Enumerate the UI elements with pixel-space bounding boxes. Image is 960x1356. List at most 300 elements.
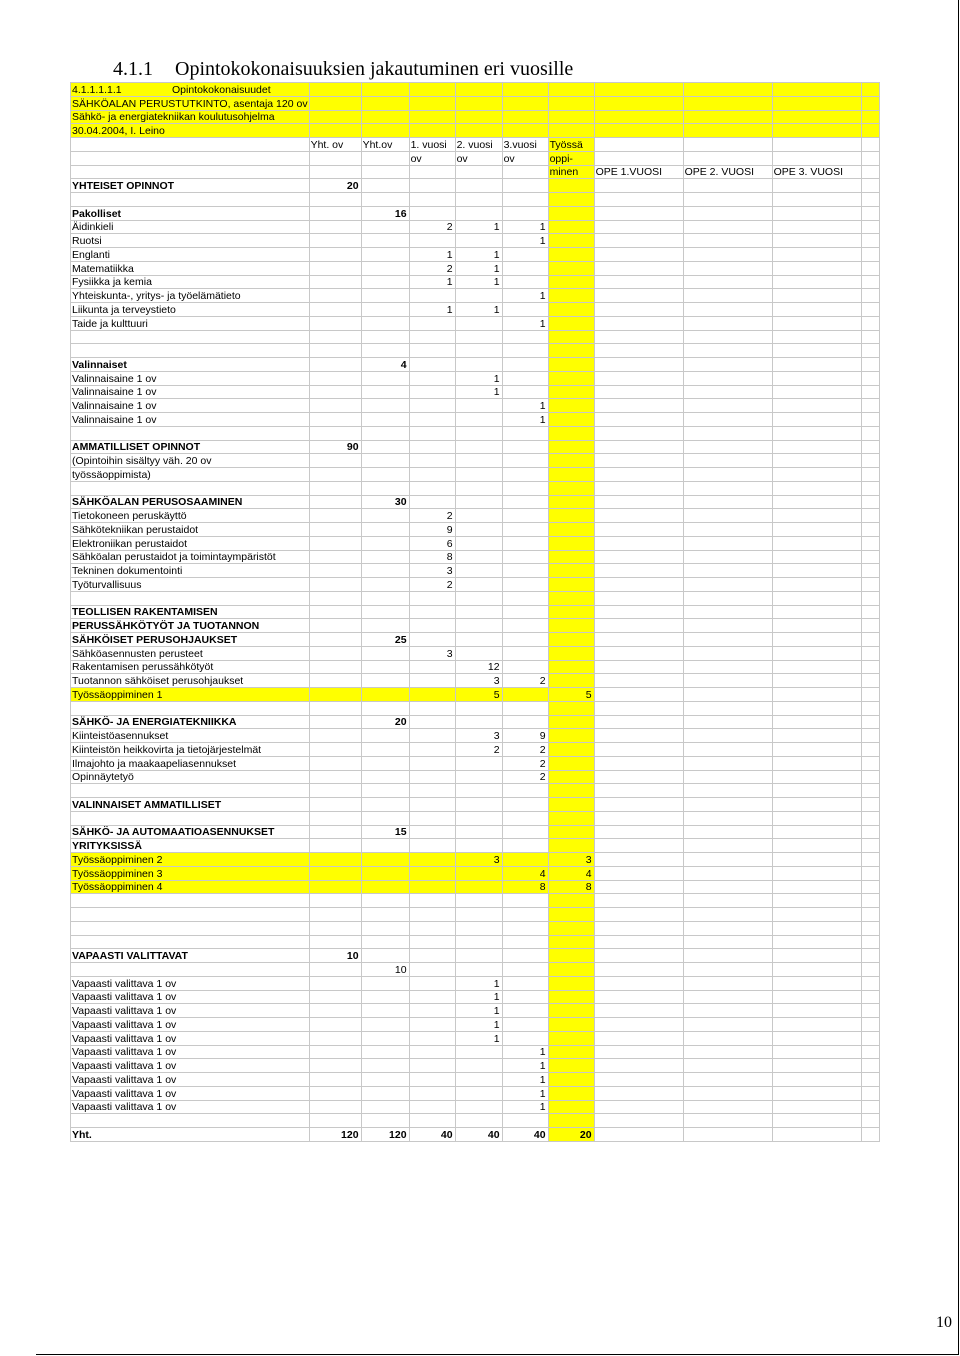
table-cell: [594, 248, 683, 262]
row-label: [71, 894, 310, 908]
row-label: [71, 908, 310, 922]
table-cell: [683, 756, 772, 770]
row-label: [71, 591, 310, 605]
table-cell: [861, 303, 879, 317]
table-cell: [502, 481, 548, 495]
table-cell: [309, 990, 361, 1004]
table-cell: [772, 866, 861, 880]
table-cell: [361, 674, 409, 688]
row-label: Tekninen dokumentointi: [71, 564, 310, 578]
table-cell: [309, 1031, 361, 1045]
table-cell: [594, 316, 683, 330]
table-cell: 1: [455, 275, 502, 289]
table-cell: [455, 413, 502, 427]
table-cell: [594, 193, 683, 207]
table-cell: [594, 949, 683, 963]
table-row: [71, 1100, 880, 1114]
table-cell: [502, 811, 548, 825]
table-cell: [361, 578, 409, 592]
table-cell: [594, 1045, 683, 1059]
table-row: [71, 784, 880, 798]
table-cell: [548, 1059, 594, 1073]
table-cell: [361, 976, 409, 990]
table-cell: [594, 633, 683, 647]
table-cell: [594, 289, 683, 303]
table-row: [71, 660, 880, 674]
table-cell: [683, 1073, 772, 1087]
table-cell: [683, 206, 772, 220]
table-cell: 3: [548, 853, 594, 867]
row-label: [71, 701, 310, 715]
table-cell: [309, 523, 361, 537]
table-cell: [594, 1018, 683, 1032]
table-cell: [861, 468, 879, 482]
table-cell: [683, 688, 772, 702]
table-cell: [548, 110, 594, 124]
table-cell: [861, 151, 879, 165]
row-label: TEOLLISEN RAKENTAMISEN: [71, 605, 310, 619]
table-cell: [594, 523, 683, 537]
row-label: Opinnäytetyö: [71, 770, 310, 784]
table-cell: [683, 454, 772, 468]
table-row: [71, 261, 880, 275]
table-cell: [683, 935, 772, 949]
table-cell: [548, 261, 594, 275]
table-cell: [548, 674, 594, 688]
table-cell: [772, 371, 861, 385]
table-cell: [309, 289, 361, 303]
table-cell: [772, 1031, 861, 1045]
table-cell: 6: [409, 536, 455, 550]
table-cell: [772, 784, 861, 798]
row-label: Kiinteistön heikkovirta ja tietojärjestelmät: [71, 743, 310, 757]
table-cell: [309, 1004, 361, 1018]
table-row: [71, 1018, 880, 1032]
table-row: [71, 949, 880, 963]
table-cell: [861, 770, 879, 784]
table-cell: [502, 358, 548, 372]
table-cell: [772, 234, 861, 248]
table-cell: [772, 853, 861, 867]
table-cell: [548, 468, 594, 482]
table-cell: [683, 1114, 772, 1128]
table-cell: [548, 83, 594, 97]
table-cell: [548, 523, 594, 537]
table-cell: [772, 358, 861, 372]
table-cell: [502, 550, 548, 564]
table-cell: [772, 509, 861, 523]
table-cell: 5: [548, 688, 594, 702]
table-cell: [683, 880, 772, 894]
table-cell: [361, 880, 409, 894]
table-cell: [361, 261, 409, 275]
table-cell: [409, 344, 455, 358]
table-cell: [361, 248, 409, 262]
table-cell: [772, 220, 861, 234]
table-cell: [455, 536, 502, 550]
row-label: [71, 963, 310, 977]
table-cell: [683, 385, 772, 399]
table-cell: [361, 990, 409, 1004]
study-plan-table: [70, 82, 880, 1142]
table-cell: [594, 935, 683, 949]
table-cell: [455, 935, 502, 949]
table-cell: [409, 743, 455, 757]
table-cell: [548, 715, 594, 729]
table-cell: [594, 1114, 683, 1128]
table-cell: 1: [455, 371, 502, 385]
table-cell: [309, 454, 361, 468]
table-cell: [502, 715, 548, 729]
table-cell: [455, 949, 502, 963]
table-cell: [548, 1004, 594, 1018]
table-cell: [594, 963, 683, 977]
table-cell: [548, 124, 594, 138]
table-cell: [594, 110, 683, 124]
table-cell: [772, 193, 861, 207]
table-cell: [361, 550, 409, 564]
table-cell: [309, 165, 361, 179]
table-cell: [683, 976, 772, 990]
table-cell: [683, 220, 772, 234]
table-cell: [772, 578, 861, 592]
row-label: Työturvallisuus: [71, 578, 310, 592]
table-cell: [548, 811, 594, 825]
table-cell: [309, 646, 361, 660]
table-cell: [409, 316, 455, 330]
table-cell: [594, 1100, 683, 1114]
table-cell: [772, 825, 861, 839]
table-cell: [361, 1018, 409, 1032]
table-cell: 20: [309, 179, 361, 193]
table-cell: [409, 756, 455, 770]
table-cell: 1: [455, 385, 502, 399]
table-cell: [594, 660, 683, 674]
table-cell: [548, 1114, 594, 1128]
table-cell: [361, 798, 409, 812]
table-cell: [455, 495, 502, 509]
table-cell: [502, 440, 548, 454]
table-row: [71, 1045, 880, 1059]
table-cell: [861, 1086, 879, 1100]
table-cell: [548, 193, 594, 207]
table-cell: [309, 784, 361, 798]
table-cell: [861, 564, 879, 578]
table-cell: [409, 481, 455, 495]
section-title: Opintokokonaisuuksien jakautuminen eri vuosille: [175, 58, 574, 80]
table-cell: 1: [409, 275, 455, 289]
table-cell: [861, 165, 879, 179]
table-cell: [309, 303, 361, 317]
table-row: [71, 715, 880, 729]
table-cell: [683, 193, 772, 207]
table-cell: [594, 440, 683, 454]
table-row: [71, 413, 880, 427]
table-cell: [772, 619, 861, 633]
table-row: [71, 564, 880, 578]
table-cell: 12: [455, 660, 502, 674]
table-cell: [772, 1073, 861, 1087]
table-cell: [861, 344, 879, 358]
table-cell: [361, 935, 409, 949]
table-cell: [683, 371, 772, 385]
table-cell: [502, 990, 548, 1004]
table-cell: [594, 715, 683, 729]
table-cell: [502, 591, 548, 605]
table-cell: [455, 880, 502, 894]
table-cell: [861, 743, 879, 757]
table-cell: [309, 1114, 361, 1128]
table-cell: 40: [502, 1128, 548, 1142]
table-cell: [548, 633, 594, 647]
row-label: SÄHKÖALAN PERUSTUTKINTO, asentaja 120 ov: [72, 97, 308, 110]
table-cell: [772, 206, 861, 220]
table-cell: [594, 151, 683, 165]
table-cell: [309, 564, 361, 578]
table-cell: [548, 536, 594, 550]
table-cell: [361, 193, 409, 207]
table-cell: [502, 495, 548, 509]
table-cell: [861, 509, 879, 523]
table-cell: [861, 358, 879, 372]
table-cell: 1: [502, 316, 548, 330]
table-cell: minen: [548, 165, 594, 179]
table-cell: [861, 550, 879, 564]
table-row: [71, 206, 880, 220]
table-row: [71, 83, 880, 97]
table-cell: [594, 839, 683, 853]
table-cell: 1: [409, 248, 455, 262]
row-label: Kiinteistöasennukset: [71, 729, 310, 743]
table-cell: [861, 275, 879, 289]
table-cell: [861, 399, 879, 413]
table-cell: [772, 275, 861, 289]
table-cell: [683, 83, 772, 97]
table-cell: [861, 330, 879, 344]
table-cell: [683, 138, 772, 152]
table-cell: [861, 1100, 879, 1114]
table-cell: 1: [502, 1100, 548, 1114]
table-cell: [455, 193, 502, 207]
table-cell: [455, 1045, 502, 1059]
table-cell: [361, 371, 409, 385]
table-cell: [861, 1018, 879, 1032]
table-cell: [361, 481, 409, 495]
table-cell: [594, 179, 683, 193]
table-cell: [502, 908, 548, 922]
table-cell: [361, 1073, 409, 1087]
table-cell: [861, 193, 879, 207]
table-cell: [502, 853, 548, 867]
table-cell: 40: [455, 1128, 502, 1142]
table-row: [71, 1114, 880, 1128]
table-cell: [309, 660, 361, 674]
table-cell: [683, 660, 772, 674]
table-cell: [861, 839, 879, 853]
table-cell: [455, 83, 502, 97]
table-cell: [683, 1100, 772, 1114]
table-cell: [772, 674, 861, 688]
table-cell: [594, 976, 683, 990]
table-cell: [861, 124, 879, 138]
table-cell: [594, 894, 683, 908]
table-cell: [309, 371, 361, 385]
table-cell: [594, 1128, 683, 1142]
row-label: [71, 330, 310, 344]
table-row: [71, 743, 880, 757]
table-row: [71, 316, 880, 330]
table-cell: [409, 330, 455, 344]
row-label: [71, 138, 310, 152]
table-cell: [861, 633, 879, 647]
table-cell: [502, 921, 548, 935]
table-cell: [683, 468, 772, 482]
row-label: Yhteiskunta-, yritys- ja työelämätieto: [71, 289, 310, 303]
table-cell: [309, 633, 361, 647]
table-cell: [772, 138, 861, 152]
table-cell: [772, 1128, 861, 1142]
table-cell: 9: [409, 523, 455, 537]
row-label: Vapaasti valittava 1 ov: [71, 990, 310, 1004]
table-cell: [594, 701, 683, 715]
table-cell: [361, 660, 409, 674]
table-cell: [548, 220, 594, 234]
row-label: Taide ja kulttuuri: [71, 316, 310, 330]
table-cell: [772, 399, 861, 413]
table-cell: 1: [455, 1031, 502, 1045]
table-cell: [361, 426, 409, 440]
table-cell: [594, 495, 683, 509]
table-row: [71, 963, 880, 977]
table-cell: 3: [455, 729, 502, 743]
table-cell: [361, 743, 409, 757]
table-cell: [683, 96, 772, 110]
table-cell: [594, 605, 683, 619]
table-cell: [361, 784, 409, 798]
table-cell: [361, 949, 409, 963]
table-row: [71, 866, 880, 880]
table-cell: [455, 756, 502, 770]
row-label: [71, 165, 310, 179]
table-cell: [772, 151, 861, 165]
table-cell: [309, 1059, 361, 1073]
table-cell: [548, 399, 594, 413]
table-cell: [861, 798, 879, 812]
table-cell: OPE 3. VUOSI: [772, 165, 861, 179]
table-cell: [502, 83, 548, 97]
table-cell: [772, 688, 861, 702]
table-cell: [409, 591, 455, 605]
table-cell: [502, 426, 548, 440]
table-cell: [455, 454, 502, 468]
table-cell: [594, 358, 683, 372]
table-cell: [409, 1018, 455, 1032]
table-cell: [409, 193, 455, 207]
table-cell: [772, 330, 861, 344]
table-cell: [772, 990, 861, 1004]
table-cell: [683, 1018, 772, 1032]
table-cell: [455, 399, 502, 413]
row-label: [71, 193, 310, 207]
table-cell: [502, 179, 548, 193]
table-cell: [409, 633, 455, 647]
table-cell: 1: [502, 1059, 548, 1073]
row-label: [71, 1114, 310, 1128]
table-cell: [455, 963, 502, 977]
table-cell: [594, 784, 683, 798]
table-cell: [309, 83, 361, 97]
table-cell: [409, 454, 455, 468]
table-row: [71, 798, 880, 812]
table-cell: [409, 426, 455, 440]
table-row: [71, 756, 880, 770]
table-cell: [594, 743, 683, 757]
table-row: [71, 633, 880, 647]
table-cell: [548, 316, 594, 330]
table-cell: [772, 660, 861, 674]
table-cell: [594, 908, 683, 922]
row-label: Sähköasennusten perusteet: [71, 646, 310, 660]
table-cell: [594, 206, 683, 220]
table-cell: [772, 1114, 861, 1128]
table-cell: 1: [455, 261, 502, 275]
table-cell: [683, 495, 772, 509]
table-cell: [772, 605, 861, 619]
table-cell: [683, 811, 772, 825]
table-row: [71, 151, 880, 165]
table-cell: [409, 935, 455, 949]
table-row: [71, 935, 880, 949]
table-cell: [502, 1018, 548, 1032]
table-cell: [861, 908, 879, 922]
table-cell: 1: [502, 1073, 548, 1087]
table-row: [71, 1086, 880, 1100]
table-cell: [772, 426, 861, 440]
table-cell: [548, 344, 594, 358]
table-cell: [455, 894, 502, 908]
table-cell: [548, 385, 594, 399]
table-row: [71, 110, 880, 124]
table-cell: 1: [502, 413, 548, 427]
row-label: Valinnaisaine 1 ov: [71, 413, 310, 427]
table-cell: [683, 275, 772, 289]
table-cell: [594, 468, 683, 482]
table-cell: 1: [455, 976, 502, 990]
table-cell: [594, 426, 683, 440]
table-cell: [548, 248, 594, 262]
table-cell: [548, 358, 594, 372]
table-cell: [502, 963, 548, 977]
table-cell: 2: [409, 220, 455, 234]
table-cell: [861, 206, 879, 220]
table-cell: [548, 413, 594, 427]
table-cell: [502, 798, 548, 812]
table-cell: [861, 248, 879, 262]
table-cell: [772, 179, 861, 193]
row-label: [71, 426, 310, 440]
table-cell: [772, 124, 861, 138]
row-label: Valinnaisaine 1 ov: [71, 399, 310, 413]
table-cell: [409, 839, 455, 853]
table-cell: [548, 509, 594, 523]
table-cell: [772, 756, 861, 770]
row-label: Liikunta ja terveystieto: [71, 303, 310, 317]
table-cell: [309, 908, 361, 922]
row-label: Vapaasti valittava 1 ov: [71, 1018, 310, 1032]
table-row: [71, 605, 880, 619]
table-cell: [455, 179, 502, 193]
table-cell: [594, 1086, 683, 1100]
